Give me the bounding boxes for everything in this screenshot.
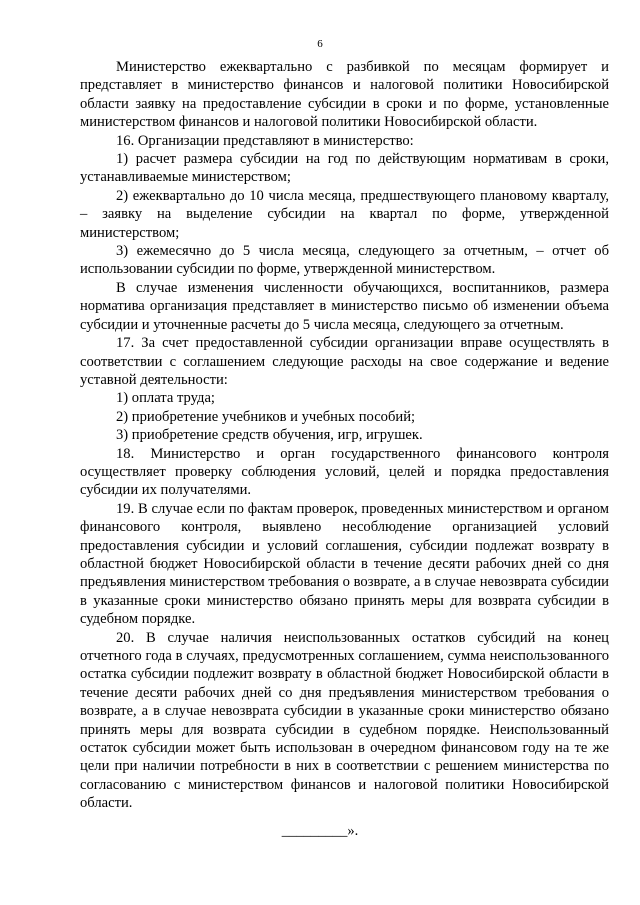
document-body [80, 58, 609, 813]
paragraph-17-item-1: 1) оплата труда; [116, 390, 215, 407]
paragraph-16-intro: 16. Организации представляют в министерство: [116, 132, 414, 149]
paragraph-17-item-2: 2) приобретение учебников и учебных пособий; [116, 408, 416, 425]
page-number: 6 [317, 38, 323, 50]
paragraph-17-item-3: 3) приобретение средств обучения, игр, игрушек. [116, 427, 423, 444]
paragraph-16-item-1: 1) расчет размера субсидии на год по действующим нормативам в сроки, устанавливаемые министерством; [80, 151, 609, 186]
paragraph-18: 18. Министерство и орган государственного финансового контроля осуществляет проверку соблюдения условий, целей и порядка предоставления субсидии их получателями. [80, 445, 609, 499]
paragraph-19: 19. В случае если по фактам проверок, проведенных министерством и органом финансового контроля, выявлено несоблюдение организацией условий предоставления субсидии и условий соглашения, субсидии подлежат возврату в областной бюджет Новосибирской области в течение десяти рабочих дней со дня предъявления министерством требования о возврате, а в случае невозврата субсидии в указанные сроки министерство обязано принять меры для возврата субсидии в судебном порядке. [80, 500, 609, 628]
paragraph-ministry-request: Министерство ежеквартально с разбивкой по месяцам формирует и представляет в министерство финансов и налоговой политики Новосибирской области заявку на предоставление субсидии в сроки и по форме, установленные министерством финансов и налоговой политики Новосибирской области. [80, 59, 609, 131]
paragraph-16-changes: В случае изменения численности обучающихся, воспитанников, размера норматива организация представляет в министерство письмо об изменении объема субсидии и уточненные расчеты до 5 числа месяца, следующего за отчетным. [80, 279, 609, 333]
paragraph-17-intro: 17. За счет предоставленной субсидии организации вправе осуществлять в соответствии с соглашением следующие расходы на свое содержание и ведение уставной деятельности: [80, 335, 609, 388]
closing-line: _________». [281, 823, 359, 839]
paragraph-16-item-2: 2) ежеквартально до 10 числа месяца, предшествующего плановому кварталу, – заявку на выделение субсидии на квартал по форме, утвержденной министерством; [80, 187, 609, 241]
paragraph-20: 20. В случае наличия неиспользованных остатков субсидий на конец отчетного года в случаях, предусмотренных соглашением, сумма неиспользованного остатка субсидии подлежит возврату в областной бюджет Новосибирской области в течение десяти рабочих дней со дня предъявления министерством требования о возврате, а в случае невозврата субсидии в указанные сроки министерство обязано принять меры для возврата субсидии в судебном порядке. Неиспользованный остаток субсидии может быть использован в очередном финансовом году на те же цели при наличии потребности в них в соответствии с решением министерства по согласованию с министерством финансов и налоговой политики Новосибирской области. [80, 629, 609, 812]
paragraph-16-item-3: 3) ежемесячно до 5 числа месяца, следующего за отчетным, – отчет об использовании субсидии по форме, утвержденной министерством. [80, 243, 609, 278]
